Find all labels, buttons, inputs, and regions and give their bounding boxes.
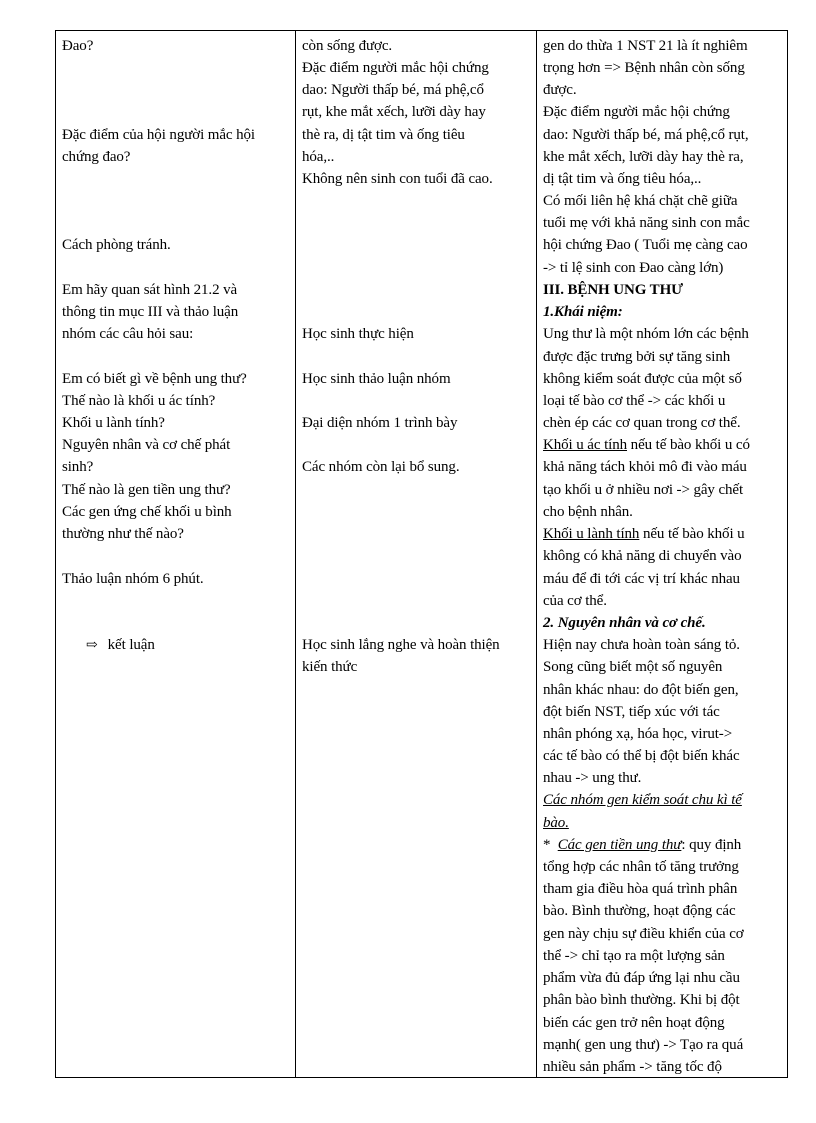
text-line: chứng đao? [62, 149, 131, 165]
benign-line [543, 523, 783, 545]
content-column [537, 31, 787, 1077]
section-title: III. BỆNH UNG THƯ [543, 282, 683, 298]
text-line: tuổi mẹ với khả năng sinh con mắc [543, 215, 750, 231]
text-line: Đặc điểm người mắc hội chứng [543, 104, 730, 120]
text-line: đột biến NST, tiếp xúc với tác [543, 704, 720, 720]
malignant-rest: nếu tế bào khối u có [627, 437, 750, 453]
text-line: nhau -> ung thư. [543, 770, 642, 786]
student-activity-column [296, 31, 537, 1077]
text-line: Đặc điểm người mắc hội chứng [302, 60, 489, 76]
text-line: Em hãy quan sát hình 21.2 và [62, 282, 238, 298]
text-line: tham gia điều hòa quá trình phân [543, 881, 738, 897]
proto-term: Các gen tiền ung thư [557, 837, 682, 853]
text-line: không có khả năng di chuyển vào [543, 548, 742, 564]
text-line: Hiện nay chưa hoàn toàn sáng tỏ. [543, 637, 740, 653]
text-line: nhân khác nhau: do đột biến gen, [543, 682, 739, 698]
text-line: biến các gen trở nên hoạt động [543, 1015, 725, 1031]
cause-heading: 2. Nguyên nhân và cơ chế. [543, 615, 706, 631]
text-line: không kiểm soát được của một số [543, 371, 742, 387]
benign-term: Khối u lành tính [543, 526, 640, 542]
text-line: khe mắt xếch, lưỡi dày hay thè ra, [543, 149, 744, 165]
text-line: Đặc điểm của hội người mắc hội [62, 127, 256, 143]
gene-group-heading: bào. [543, 815, 569, 831]
text-line: rụt, khe mắt xếch, lưỡi dày hay [302, 104, 486, 120]
text-line: thường như thế nào? [62, 526, 184, 542]
concept-heading: 1.Khái niệm: [543, 304, 623, 320]
teacher-activity-column [56, 31, 296, 1077]
text-line: mạnh( gen ung thư) -> Tạo ra quá [543, 1037, 744, 1053]
text-line: phẩm vừa đủ đáp ứng lại nhu cầu [543, 970, 740, 986]
text-line: hóa,.. [302, 149, 335, 165]
lesson-table [55, 30, 788, 1078]
text-line: thè ra, dị tật tim và ống tiêu [302, 127, 465, 143]
text-line: chèn ép các cơ quan trong cơ thể. [543, 415, 741, 431]
text-line: Có mối liên hệ khá chặt chẽ giữa [543, 193, 738, 209]
text-line: gen này chịu sự điều khiển của cơ [543, 926, 744, 942]
text-line: dao: Người thấp bé, má phệ,cổ [302, 82, 484, 98]
text-line: Cách phòng tránh. [62, 237, 171, 253]
text-line: còn sống được. [302, 38, 393, 54]
arrow-right-icon: ⇨ [86, 638, 98, 653]
text-line: Đao? [62, 38, 94, 54]
text-line: Không nên sinh con tuổi đã cao. [302, 171, 493, 187]
text-line: trọng hơn => Bệnh nhân còn sống [543, 60, 745, 76]
text-line: của cơ thể. [543, 593, 607, 609]
proto-rest: : quy định [681, 837, 742, 853]
text-line: được. [543, 82, 577, 98]
text-line: hội chứng Đao ( Tuổi mẹ càng cao [543, 237, 748, 253]
text-line: sinh? [62, 459, 94, 475]
text-line: nhóm các câu hỏi sau: [62, 326, 194, 342]
text-line: Học sinh thảo luận nhóm [302, 371, 451, 387]
text-line: Em có biết gì về bệnh ung thư? [62, 371, 247, 387]
benign-rest: nếu tế bào khối u [639, 526, 745, 542]
bullet-marker: * [543, 837, 558, 853]
text-line: Ung thư là một nhóm lớn các bệnh [543, 326, 749, 342]
gene-group-heading: Các nhóm gen kiểm soát chu kì tế [543, 792, 742, 808]
text-line: Các gen ứng chế khối u bình [62, 504, 232, 520]
text-line: tổng hợp các nhân tố tăng trưởng [543, 859, 739, 875]
text-line: nhiều sản phẩm -> tăng tốc độ [543, 1059, 722, 1075]
text-line: Nguyên nhân và cơ chế phát [62, 437, 231, 453]
text-line: Học sinh lắng nghe và hoàn thiện [302, 637, 500, 653]
text-line: bào. Bình thường, hoạt động các [543, 903, 736, 919]
text-line: các tế bào có thể bị đột biến khác [543, 748, 740, 764]
text-line: Thế nào là gen tiền ung thư? [62, 482, 231, 498]
text-line: gen do thừa 1 NST 21 là ít nghiêm [543, 38, 748, 54]
text-line: được đặc trưng bởi sự tăng sinh [543, 349, 731, 365]
text-line: Khối u lành tính? [62, 415, 165, 431]
text-line: phân bào bình thường. Khi bị đột [543, 992, 740, 1008]
text-line: Thảo luận nhóm 6 phút. [62, 571, 204, 587]
text-line: cho bệnh nhân. [543, 504, 633, 520]
malignant-line [543, 434, 783, 456]
conclusion-line [86, 634, 291, 657]
text-line: Đại diện nhóm 1 trình bày [302, 415, 458, 431]
text-line: thể -> chỉ tạo ra một lượng sản [543, 948, 725, 964]
text-line: dị tật tim và ống tiêu hóa,.. [543, 171, 702, 187]
conclusion-label: kết luận [107, 637, 155, 653]
text-line: nhân phóng xạ, hóa học, virut-> [543, 726, 733, 742]
text-line: loại tế bào cơ thể -> các khối u [543, 393, 726, 409]
text-line: Song cũng biết một số nguyên [543, 659, 723, 675]
malignant-term: Khối u ác tính [543, 437, 628, 453]
text-line: dao: Người thấp bé, má phệ,cổ rụt, [543, 127, 749, 143]
text-line: Thế nào là khối u ác tính? [62, 393, 216, 409]
text-line: -> tỉ lệ sinh con Đao càng lớn) [543, 260, 724, 276]
text-line: khả năng tách khỏi mô đi vào máu [543, 459, 747, 475]
text-line: thông tin mục III và thảo luận [62, 304, 239, 320]
proto-line [543, 834, 783, 856]
text-line: Các nhóm còn lại bổ sung. [302, 459, 460, 475]
text-line: Học sinh thực hiện [302, 326, 414, 342]
text-line: kiến thức [302, 659, 358, 675]
text-line: máu để đi tới các vị trí khác nhau [543, 571, 740, 587]
text-line: tạo khối u ở nhiều nơi -> gây chết [543, 482, 744, 498]
